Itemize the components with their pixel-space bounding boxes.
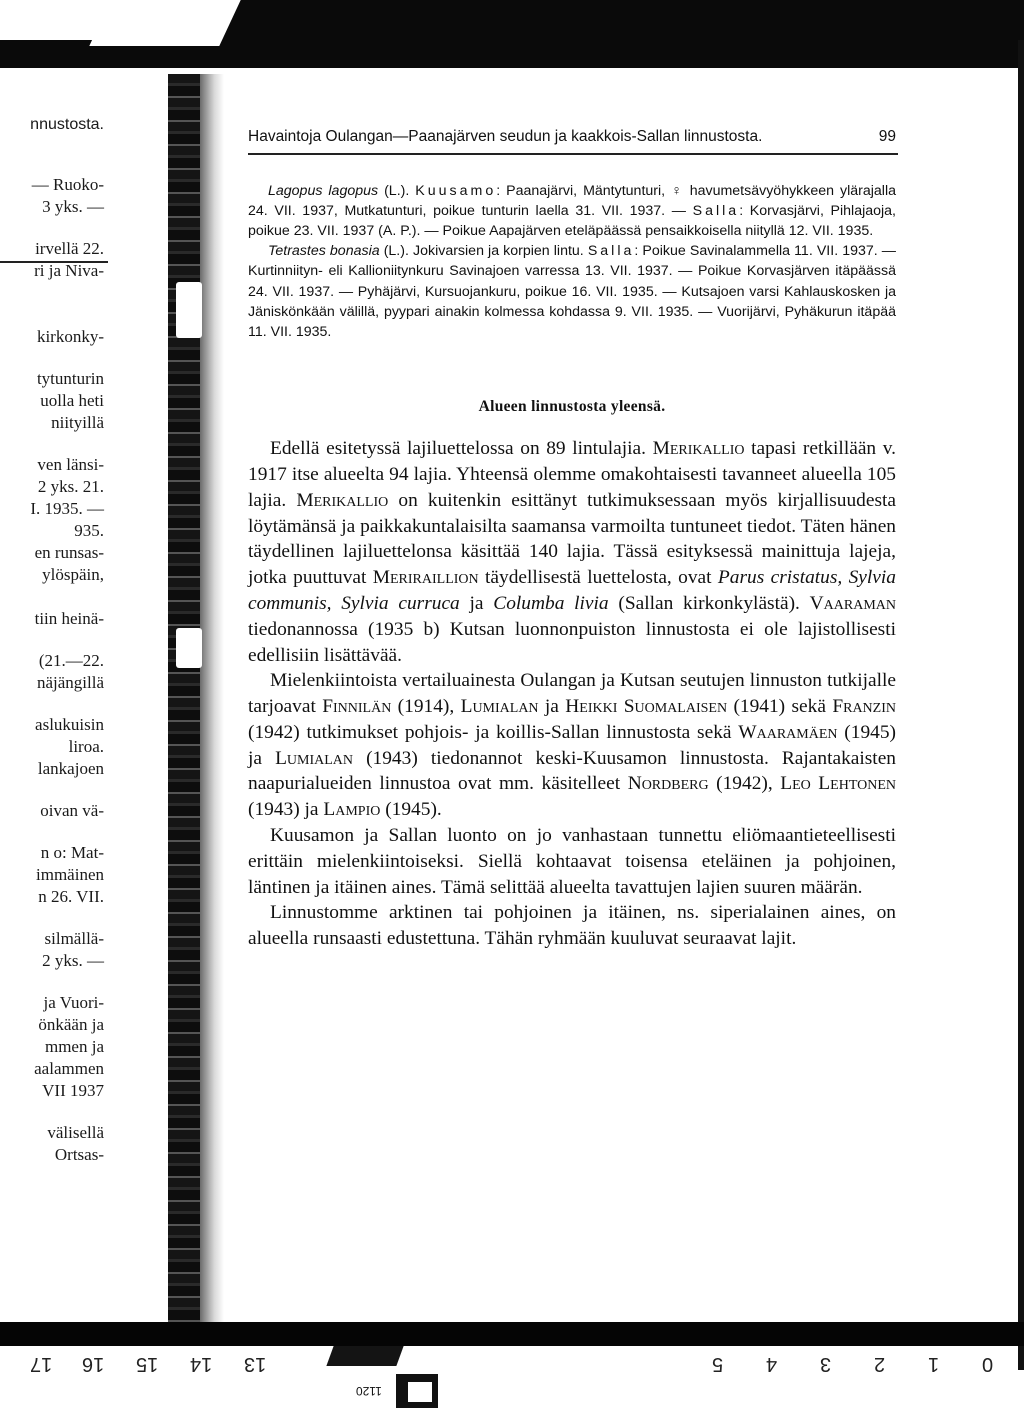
species-name: Columba livia xyxy=(493,592,609,614)
author-name: Lumialan xyxy=(275,747,354,769)
ruler-number: 1 xyxy=(928,1353,940,1375)
ruler-number: 2 xyxy=(874,1353,886,1375)
previous-page-line: n o: Mat- xyxy=(40,843,104,862)
text-run: (1942) tutkimukset pohjois- ja koillis-Sallan linnustosta sekä xyxy=(248,721,739,743)
previous-page-line: 2 yks. 21. xyxy=(37,477,104,496)
ruler-code: 1120 xyxy=(356,1384,382,1398)
ruler-number: 16 xyxy=(82,1353,105,1375)
text-run: (1943) tiedonannot keski-Kuusamon linnustosta. Rajantakaisten naapurialueiden linnustoa ovat mm. käsitelleet xyxy=(248,747,896,795)
species-list: Parus cristatus, Sylvia communis, Sylvia curruca xyxy=(248,567,896,614)
text-run: on kuitenkin esittänyt tutkimuksessaan myös kirjallisuudesta löytämänsä ja paikkakuntalaisilta saamansa varmoilta tuntuneet tiedot. Täten hänen täydellinen lajiluettelonsa käsittää 140 lajia. Tässä esityksessä mainittuja lajeja, jotka puuttuvat xyxy=(248,489,897,589)
ruler-number: 4 xyxy=(766,1353,778,1375)
species-entry-lagopus xyxy=(248,181,896,242)
author-name: Meriraillion xyxy=(372,567,479,589)
previous-page-line: aalammen xyxy=(34,1059,104,1078)
previous-page-line: tytunturin xyxy=(36,369,104,388)
previous-page-line: tiin heinä- xyxy=(34,609,104,628)
text-run: (Sallan kirkonkylästä). xyxy=(608,592,810,614)
text-run: ja xyxy=(538,696,566,718)
scan-ruler xyxy=(0,1322,1024,1408)
previous-page-line: — Ruoko- xyxy=(31,175,104,194)
paragraph-2 xyxy=(248,668,896,823)
text-run: (1942), xyxy=(708,773,781,795)
entry-text: : Poikue Savinalammella 11. VII. 1937. — Kurtinniityn- eli Kallioniitynkuru Savinajoen varressa 13. VII. 1937. — Poikue Korvasjärven itäpäässä 24. VII. 1937. — Pyhäjärvi, Kursuojankuru, poikue 16. VII. 1935. — Kutsajoen varsi Kahlauskosken ja Jäniskönkään välillä, pyypari ainakin kolmessa kohdassa 9. VII. 1935. — Vuorijärvi, Pyhäkurun itäpää 11. VII. 1935. xyxy=(248,243,896,340)
ruler-number: 13 xyxy=(244,1353,267,1375)
page-number: 99 xyxy=(878,128,896,145)
book-gutter xyxy=(200,74,224,1344)
previous-page-line: n 26. VII. xyxy=(38,887,104,906)
ruler-number: 14 xyxy=(190,1353,213,1375)
previous-page-line: I. 1935. — xyxy=(30,499,104,518)
ruler-band-smudge xyxy=(326,1346,403,1366)
ruler-band xyxy=(0,1322,1024,1346)
author-name: Vaaraman xyxy=(809,592,896,614)
spine-highlight-lower xyxy=(176,628,202,668)
entry-text: : Paanajärvi, Mäntytunturi, ♀ havumetsävyöhykkeen ylärajalla 24. VII. 1937, Mutkatunturi, poikue tunturin laella 31. VII. 1937. — xyxy=(248,182,896,219)
ruler-number: 0 xyxy=(982,1353,994,1375)
paragraph-1 xyxy=(248,436,896,668)
previous-page-line: (21.—22. xyxy=(38,651,104,670)
previous-page-line: oivan vä- xyxy=(40,801,104,820)
text-run: (1941) sekä xyxy=(727,696,833,718)
previous-page-line: aslukuisin xyxy=(35,715,104,734)
previous-page-line: 3 yks. — xyxy=(42,197,104,216)
ruler-number: 5 xyxy=(712,1353,724,1375)
locality-label: Kuusamo xyxy=(415,182,497,199)
scan-top-wedge xyxy=(89,0,240,46)
ruler-number: 15 xyxy=(136,1353,159,1375)
text-run: (1945) ja xyxy=(248,721,896,769)
species-entry-tetrastes xyxy=(248,241,896,342)
previous-page-line: irvellä 22. xyxy=(35,239,104,258)
ruler-marker-window xyxy=(408,1382,432,1402)
previous-page-line: ja Vuori- xyxy=(43,993,104,1012)
author-name: Franzin xyxy=(832,696,896,718)
author-name: Lumialan xyxy=(460,696,539,718)
locality-label: Salla xyxy=(587,243,635,260)
previous-page-line: önkään ja xyxy=(38,1015,104,1034)
species-author: (L.). xyxy=(378,182,416,199)
previous-page-line: ven länsi- xyxy=(37,455,104,474)
text-run: tapasi retkillään v. 1917 itse alueelta 94 lajia. Yhteensä olemme omakohtaisesti tavanneet alueella 105 lajia. xyxy=(248,438,896,511)
text-run: ja xyxy=(459,592,494,614)
author-name: Lampio xyxy=(323,799,381,821)
text-run: Mielenkiintoista vertailuainesta Oulangan ja Kutsan seutujen linnuston tutkijalle tarjoavat xyxy=(248,670,896,718)
previous-page-line: välisellä xyxy=(47,1123,104,1142)
text-run: (1945). xyxy=(380,799,442,821)
page xyxy=(248,128,896,952)
spine-highlight xyxy=(176,282,202,338)
previous-page-line: 2 yks. — xyxy=(42,951,104,970)
previous-page-line: silmällä- xyxy=(44,929,104,948)
running-header xyxy=(248,128,896,150)
previous-page-line: 935. xyxy=(74,521,104,540)
text-run: (1943) ja xyxy=(248,799,324,821)
previous-page-line: immäinen xyxy=(36,865,104,884)
previous-page-line: ylöspäin, xyxy=(42,565,104,584)
previous-page-line: uolla heti xyxy=(40,391,104,410)
scan-right-edge xyxy=(1018,40,1024,1370)
author-name: Nordberg xyxy=(627,773,709,795)
previous-page-line: liroa. xyxy=(68,737,104,756)
author-name: Heikki Suomalaisen xyxy=(565,696,728,718)
paragraph-3: Kuusamon ja Sallan luonto on jo vanhastaan tunnettu eliömaantieteellisesti erittäin mielenkiintoiseksi. Siellä kohtaavat toisensa eteläinen ja pohjoinen, läntinen ja itäinen aines. Tämä selittää alueelta tavattujen lajien suuren määrän. xyxy=(248,825,896,898)
previous-page-line: nnustosta. xyxy=(30,116,104,133)
previous-page-line: ri ja Niva- xyxy=(34,261,104,280)
ruler-number: 17 xyxy=(30,1353,53,1375)
previous-page-line: niityillä xyxy=(51,413,104,432)
previous-page-line: Ortsas- xyxy=(54,1145,104,1164)
entry-text: : Korvasjärvi, Pihlajaoja, poikue 23. VII. 1937 (A. P.). — Poikue Aapajärven eteläpäässä pensaikkoisella niityllä 12. VII. 1935. xyxy=(248,202,897,239)
previous-page-line: VII 1937 xyxy=(42,1081,104,1100)
book-spine-shadow xyxy=(168,74,200,1344)
author-name: Waaramäen xyxy=(738,721,838,743)
locality-label: Salla xyxy=(692,202,740,219)
paragraph-4: Linnustomme arktinen tai pohjoinen ja itäinen, ns. siperialainen aines, on alueella runsaasti edustettuna. Tähän ryhmään kuuluvat seuraavat lajit. xyxy=(248,902,896,950)
previous-page-line: mmen ja xyxy=(44,1037,104,1056)
species-name: Tetrastes bonasia xyxy=(268,243,380,260)
species-entries xyxy=(248,181,896,343)
text-run: (1914), xyxy=(391,696,461,718)
previous-page-line: näjängillä xyxy=(36,673,104,692)
author-name: Merikallio xyxy=(296,489,389,511)
body-text xyxy=(248,436,896,952)
previous-page-line: lankajoen xyxy=(37,759,104,778)
previous-page-line: kirkonky- xyxy=(36,327,104,346)
running-title: Havaintoja Oulangan—Paanajärven seudun ja kaakkois-Sallan linnustosta. xyxy=(248,128,763,145)
previous-page-line: en runsas- xyxy=(34,543,104,562)
header-rule xyxy=(248,153,898,155)
author-name: Leo Lehtonen xyxy=(780,773,896,795)
author-name: Merikallio xyxy=(652,438,745,460)
species-author: (L.). Jokivarsien ja korpien lintu. xyxy=(379,243,588,260)
species-name: Lagopus lagopus xyxy=(268,182,379,199)
text-run: täydellisestä luettelosta, ovat xyxy=(478,567,718,589)
section-heading: Alueen linnustosta yleensä. xyxy=(478,398,666,416)
text-run: tiedonannossa (1935 b) Kutsan luonnonpuiston linnustosta ei ole lajistollisesti edellisiin lisättävää. xyxy=(248,618,896,666)
author-name: Finnilän xyxy=(322,696,392,718)
text-run: Edellä esitetyssä lajiluettelossa on 89 lintulajia. xyxy=(270,438,653,460)
ruler-number: 3 xyxy=(820,1353,832,1375)
